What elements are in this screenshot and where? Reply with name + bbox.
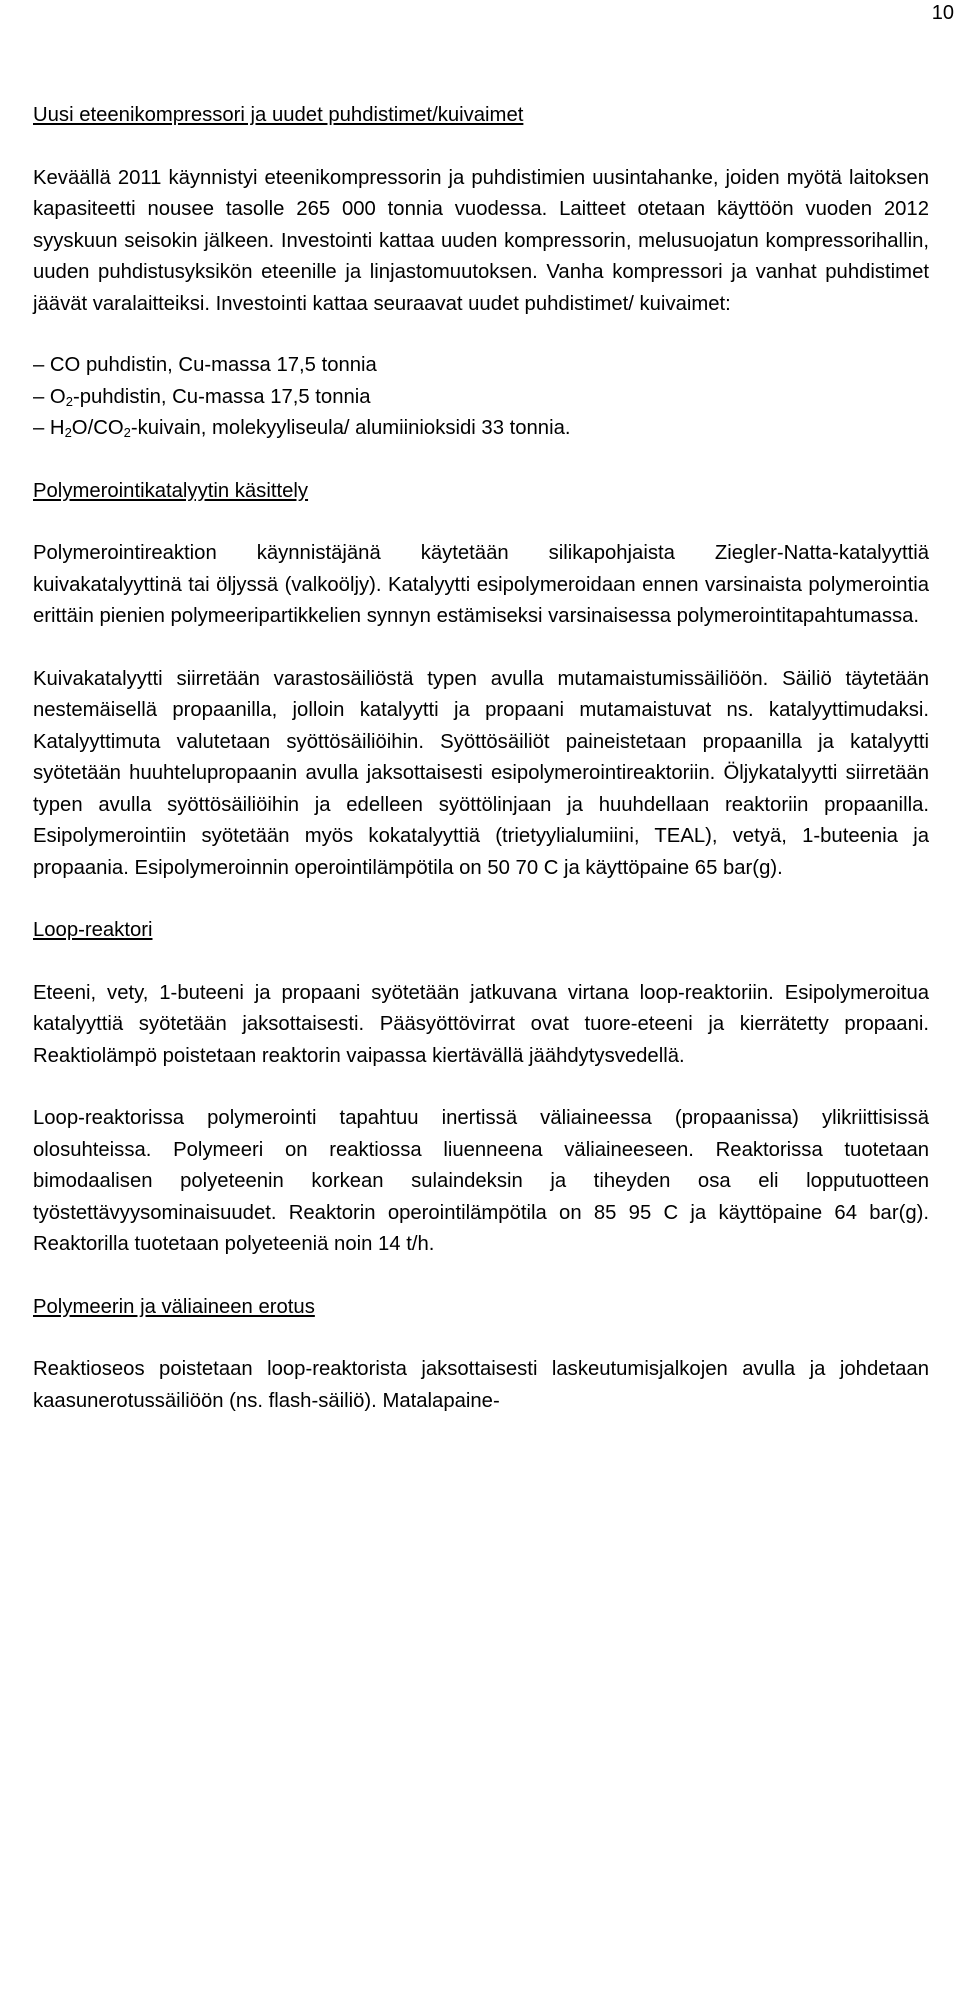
- page-number: 10: [931, 2, 954, 24]
- paragraph-catalyst-2: Kuivakatalyytti siirretään varastosäiliöstä typen avulla mutamaistumissäiliöön. Säiliö täytetään nestemäisellä propaanilla, jolloin katalyytti ja propaani mutamaistuvat ns. katalyyttimudaksi. Katalyyttimuta valutetaan syöttösäiliöihin. Syöttösäiliöt paineistetaan propaanilla ja katalyytti syötetään huuhtelupropaanin avulla jaksottaisesti esipolymerointireaktoriin. Öljykatalyytti siirretään typen avulla syöttösäiliöihin ja edelleen syöttölinjaan ja huuhdellaan reaktoriin propaanilla. Esipolymerointiin syötetään myös kokatalyyttiä (trietyylialumiini, TEAL), vetyä, 1-buteenia ja propaania. Esipolymeroinnin operointilämpötila on 50 70 C ja käyttöpaine 65 bar(g).: [33, 667, 929, 879]
- paragraph-compressor: Keväällä 2011 käynnistyi eteenikompressorin ja puhdistimien uusintahanke, joiden myötä laitoksen kapasiteetti nousee tasolle 265 000 tonnia vuodessa. Laitteet otetaan käyttöön vuoden 2012 syyskuun seisokin jälkeen. Investointi kattaa uuden kompressorin, melusuojatun kompressorihallin, uuden puhdistusyksikön eteenille ja linjastomuutoksen. Vanha kompressori ja vanhat puhdistimet jäävät varalaitteiksi. Investointi kattaa seuraavat uudet puhdistimet/ kuivaimet:: [33, 166, 929, 315]
- page-body: [33, 100, 929, 1417]
- list-item: – $H_2O/CO_2$-kuivain, molekyyliseula/ alumiinioksidi 33 tonnia.: [33, 417, 571, 440]
- paragraph-loop-1: Eteeni, vety, 1-buteeni ja propaani syötetään jatkuvana virtana loop-reaktoriin. Esipolymeroitua katalyyttiä syötetään jaksottaisesti. Pääsyöttövirrat ovat tuore-eteeni ja kierrätetty propaani. Reaktiolämpö poistetaan reaktorin vaipassa kiertävällä jäähdytysvedellä.: [33, 981, 929, 1067]
- section-heading-compressor: Uusi eteenikompressori ja uudet puhdistimet/kuivaimet: [33, 104, 524, 126]
- paragraph-loop-2: Loop-reaktorissa polymerointi tapahtuu inertissä väliaineessa (propaanissa) ylikriittisissä olosuhteissa. Polymeeri on reaktiossa liuenneena väliaineeseen. Reaktorissa tuotetaan bimodaalisen polyeteenin korkean sulaindeksin ja tiheyden osa eli lopputuotteen työstettävyysominaisuudet. Reaktorin operointilämpötila on 85 95 C ja käyttöpaine 64 bar(g). Reaktorilla tuotetaan polyeteeniä noin 14 t/h.: [33, 1107, 929, 1255]
- section-heading-loop-reactor: Loop-reaktori: [33, 919, 153, 941]
- list-item: – CO puhdistin, Cu-massa 17,5 tonnia: [33, 354, 377, 376]
- paragraph-separation: Reaktioseos poistetaan loop-reaktorista jaksottaisesti laskeutumisjalkojen avulla ja johdetaan kaasunerotussäiliöön (ns. flash-säiliö). Matalapaine-: [33, 1358, 929, 1412]
- list-item: – $O_2$-puhdistin, Cu-massa 17,5 tonnia: [33, 385, 371, 409]
- section-heading-catalyst: Polymerointikatalyytin käsittely: [33, 479, 309, 502]
- paragraph-catalyst-1: Polymerointireaktion käynnistäjänä käytetään silikapohjaista Ziegler-Natta-katalyyttiä kuivakatalyyttinä tai öljyssä (valkoöljy). Katalyytti esipolymeroidaan ennen varsinaista polymerointia erittäin pienien polymeeripartikkelien synnyn estämiseksi varsinaisessa polymerointitapahtumassa.: [33, 542, 929, 627]
- purifier-list: [33, 350, 929, 445]
- section-heading-separation: Polymeerin ja väliaineen erotus: [33, 1295, 315, 1318]
